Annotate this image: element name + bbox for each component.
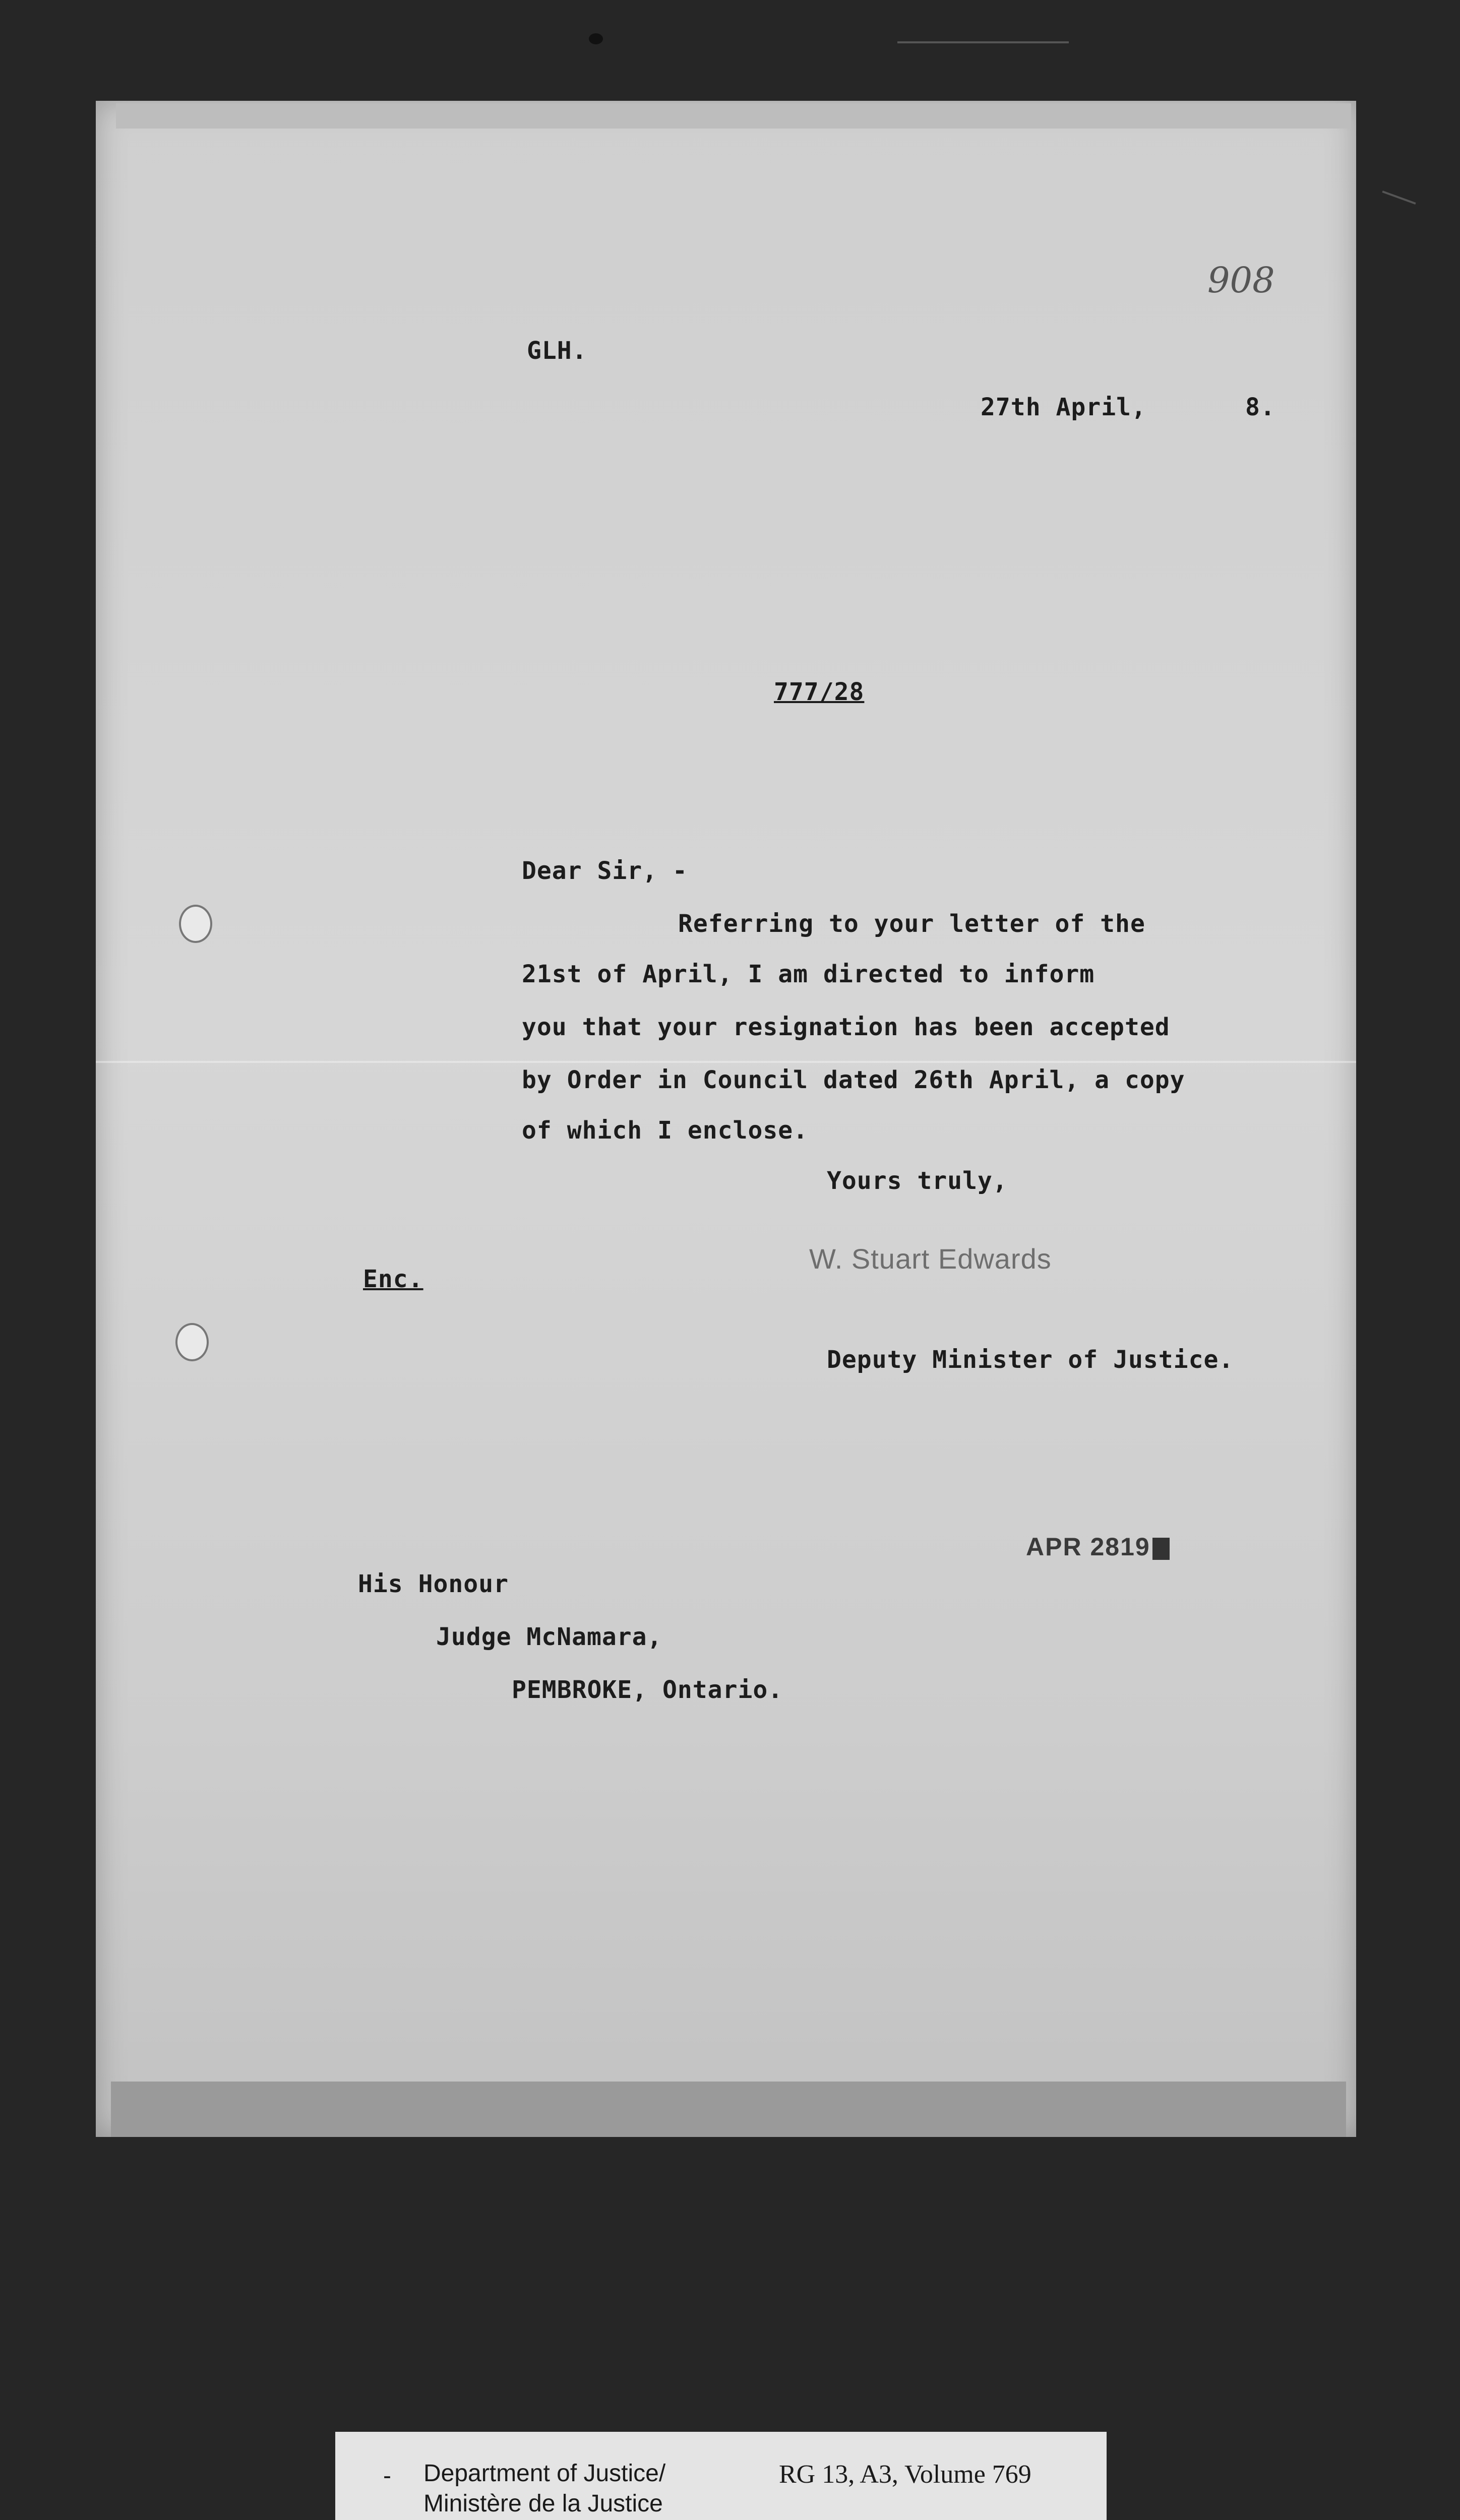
label-dash: - <box>383 2463 391 2489</box>
signature-stamp: W. Stuart Edwards <box>809 1243 1052 1275</box>
film-scratch <box>1382 191 1416 205</box>
received-stamp-text: APR 2819 <box>1026 1533 1150 1561</box>
addressee-line: PEMBROKE, Ontario. <box>512 1676 783 1704</box>
addressee-line: Judge McNamara, <box>436 1623 662 1651</box>
page-fold-line <box>96 1061 1356 1063</box>
file-number: 777/28 <box>774 678 865 706</box>
received-date-stamp <box>1026 1532 1170 1561</box>
record-group-reference: RG 13, A3, Volume 769 <box>779 2460 1031 2489</box>
body-line: you that your resignation has been accepted <box>522 1013 1170 1041</box>
enclosure-note: Enc. <box>363 1265 423 1293</box>
department-english: Department of Justice/ <box>423 2460 666 2487</box>
signer-title: Deputy Minister of Justice. <box>827 1346 1234 1374</box>
letter-date: 27th April, <box>981 393 1146 421</box>
film-scratch <box>897 41 1069 43</box>
page-top-edge <box>116 103 1351 129</box>
department-french: Ministère de la Justice <box>423 2490 663 2517</box>
body-line: 21st of April, I am directed to inform <box>522 960 1095 988</box>
folio-number: 908 <box>1207 260 1275 301</box>
stamp-ink-blot <box>1152 1538 1170 1560</box>
body-line: of which I enclose. <box>522 1116 809 1145</box>
body-line: Referring to your letter of the <box>678 910 1145 938</box>
sender-initials: GLH. <box>527 337 587 365</box>
punch-hole-upper <box>179 905 212 943</box>
letter-date-year: 8. <box>1245 393 1275 421</box>
addressee-line: His Honour <box>358 1570 509 1598</box>
page-bottom-edge <box>111 2082 1346 2137</box>
closing: Yours truly, <box>827 1167 1008 1195</box>
archive-reference-label <box>335 2432 1107 2520</box>
punch-hole-lower <box>175 1323 209 1361</box>
film-frame-mark <box>589 33 603 44</box>
salutation: Dear Sir, - <box>522 857 688 885</box>
body-line: by Order in Council dated 26th April, a copy <box>522 1066 1185 1094</box>
